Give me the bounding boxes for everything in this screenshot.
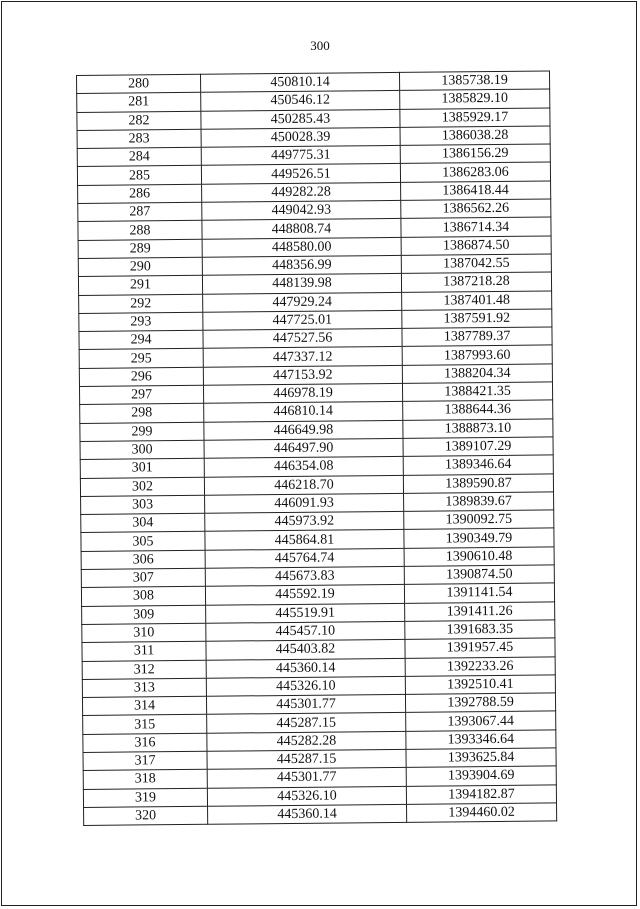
x-coordinate-cell: 449775.31 <box>201 146 400 166</box>
y-coordinate-cell: 1387042.55 <box>401 254 551 274</box>
y-coordinate-cell: 1387789.37 <box>402 327 552 347</box>
coordinate-table-wrap <box>76 70 553 826</box>
y-coordinate-cell: 1391141.54 <box>404 583 554 603</box>
point-number-cell: 311 <box>82 641 206 660</box>
page-number: 300 <box>310 38 330 53</box>
y-coordinate-cell: 1385738.19 <box>399 71 549 91</box>
point-number-cell: 301 <box>80 459 204 478</box>
point-number-cell: 310 <box>82 623 206 642</box>
x-coordinate-cell: 446810.14 <box>204 402 403 422</box>
y-coordinate-cell: 1389839.67 <box>404 492 554 512</box>
y-coordinate-cell: 1386156.29 <box>400 144 550 164</box>
point-number-cell: 298 <box>80 404 204 423</box>
x-coordinate-cell: 445301.77 <box>206 694 405 714</box>
x-coordinate-cell: 446354.08 <box>204 457 403 477</box>
point-number-cell: 319 <box>83 788 207 807</box>
x-coordinate-cell: 446649.98 <box>204 420 403 440</box>
point-number-cell: 306 <box>81 550 205 569</box>
point-number-cell: 312 <box>82 660 206 679</box>
x-coordinate-cell: 445457.10 <box>206 621 405 641</box>
point-number-cell: 305 <box>81 532 205 551</box>
point-number-cell: 303 <box>81 495 205 514</box>
x-coordinate-cell: 445326.10 <box>207 786 406 806</box>
x-coordinate-cell: 450546.12 <box>201 91 400 111</box>
y-coordinate-cell: 1388421.35 <box>402 382 552 402</box>
y-coordinate-cell: 1386038.28 <box>400 126 550 146</box>
y-coordinate-cell: 1386874.50 <box>401 236 551 256</box>
point-number-cell: 289 <box>78 239 202 258</box>
x-coordinate-cell: 447153.92 <box>203 365 402 385</box>
point-number-cell: 295 <box>79 349 203 368</box>
point-number-cell: 299 <box>80 422 204 441</box>
x-coordinate-cell: 448580.00 <box>202 237 401 257</box>
point-number-cell: 296 <box>79 367 203 386</box>
x-coordinate-cell: 448139.98 <box>202 274 401 294</box>
y-coordinate-cell: 1394460.02 <box>407 803 557 823</box>
y-coordinate-cell: 1385829.10 <box>400 89 550 109</box>
y-coordinate-cell: 1388644.36 <box>403 400 553 420</box>
point-number-cell: 317 <box>83 751 207 770</box>
y-coordinate-cell: 1389107.29 <box>403 437 553 457</box>
y-coordinate-cell: 1391957.45 <box>405 638 555 658</box>
point-number-cell: 287 <box>78 202 202 221</box>
x-coordinate-cell: 445287.15 <box>207 713 406 733</box>
coordinate-table <box>76 70 557 826</box>
y-coordinate-cell: 1389590.87 <box>403 473 553 493</box>
x-coordinate-cell: 445360.14 <box>206 658 405 678</box>
point-number-cell: 290 <box>78 257 202 276</box>
point-number-cell: 320 <box>84 806 208 825</box>
point-number-cell: 288 <box>78 221 202 240</box>
y-coordinate-cell: 1387218.28 <box>401 272 551 292</box>
point-number-cell: 292 <box>79 294 203 313</box>
point-number-cell: 297 <box>79 385 203 404</box>
x-coordinate-cell: 446978.19 <box>203 383 402 403</box>
point-number-cell: 284 <box>77 147 201 166</box>
x-coordinate-cell: 446091.93 <box>205 493 404 513</box>
x-coordinate-cell: 447527.56 <box>203 329 402 349</box>
y-coordinate-cell: 1388204.34 <box>402 364 552 384</box>
y-coordinate-cell: 1394182.87 <box>406 785 556 805</box>
point-number-cell: 282 <box>77 111 201 130</box>
point-number-cell: 286 <box>78 184 202 203</box>
x-coordinate-cell: 445764.74 <box>205 548 404 568</box>
x-coordinate-cell: 445592.19 <box>205 585 404 605</box>
point-number-cell: 291 <box>78 276 202 295</box>
point-number-cell: 315 <box>83 715 207 734</box>
x-coordinate-cell: 446218.70 <box>204 475 403 495</box>
point-number-cell: 294 <box>79 330 203 349</box>
x-coordinate-cell: 450810.14 <box>200 72 399 92</box>
point-number-cell: 314 <box>82 696 206 715</box>
coordinate-table-body <box>77 71 557 826</box>
point-number-cell: 316 <box>83 733 207 752</box>
table-row <box>84 803 557 826</box>
x-coordinate-cell: 445326.10 <box>206 676 405 696</box>
y-coordinate-cell: 1390349.79 <box>404 528 554 548</box>
x-coordinate-cell: 445673.83 <box>205 566 404 586</box>
x-coordinate-cell: 447725.01 <box>203 310 402 330</box>
y-coordinate-cell: 1385929.17 <box>400 108 550 128</box>
point-number-cell: 313 <box>82 678 206 697</box>
x-coordinate-cell: 445282.28 <box>207 731 406 751</box>
y-coordinate-cell: 1392510.41 <box>405 675 555 695</box>
point-number-cell: 283 <box>77 129 201 148</box>
x-coordinate-cell: 449282.28 <box>202 182 401 202</box>
point-number-cell: 307 <box>81 568 205 587</box>
x-coordinate-cell: 445287.15 <box>207 749 406 769</box>
y-coordinate-cell: 1386418.44 <box>401 181 551 201</box>
point-number-cell: 300 <box>80 440 204 459</box>
x-coordinate-cell: 449042.93 <box>202 200 401 220</box>
x-coordinate-cell: 445519.91 <box>206 603 405 623</box>
y-coordinate-cell: 1390610.48 <box>404 547 554 567</box>
x-coordinate-cell: 449526.51 <box>201 164 400 184</box>
point-number-cell: 281 <box>77 93 201 112</box>
point-number-cell: 308 <box>81 587 205 606</box>
x-coordinate-cell: 445360.14 <box>208 804 407 824</box>
y-coordinate-cell: 1387993.60 <box>402 345 552 365</box>
y-coordinate-cell: 1391683.35 <box>405 620 555 640</box>
x-coordinate-cell: 445301.77 <box>207 768 406 788</box>
x-coordinate-cell: 445403.82 <box>206 640 405 660</box>
x-coordinate-cell: 445973.92 <box>205 511 404 531</box>
y-coordinate-cell: 1393346.64 <box>406 730 556 750</box>
y-coordinate-cell: 1386562.26 <box>401 199 551 219</box>
y-coordinate-cell: 1390874.50 <box>404 565 554 585</box>
x-coordinate-cell: 446497.90 <box>204 438 403 458</box>
point-number-cell: 293 <box>79 312 203 331</box>
y-coordinate-cell: 1391411.26 <box>405 602 555 622</box>
x-coordinate-cell: 450028.39 <box>201 127 400 147</box>
y-coordinate-cell: 1390092.75 <box>404 510 554 530</box>
point-number-cell: 280 <box>77 74 201 93</box>
point-number-cell: 302 <box>80 477 204 496</box>
y-coordinate-cell: 1393067.44 <box>406 711 556 731</box>
x-coordinate-cell: 448808.74 <box>202 219 401 239</box>
y-coordinate-cell: 1392788.59 <box>405 693 555 713</box>
y-coordinate-cell: 1386283.06 <box>400 162 550 182</box>
y-coordinate-cell: 1393904.69 <box>406 766 556 786</box>
y-coordinate-cell: 1392233.26 <box>405 656 555 676</box>
x-coordinate-cell: 445864.81 <box>205 530 404 550</box>
y-coordinate-cell: 1387401.48 <box>402 291 552 311</box>
y-coordinate-cell: 1386714.34 <box>401 217 551 237</box>
y-coordinate-cell: 1387591.92 <box>402 309 552 329</box>
x-coordinate-cell: 450285.43 <box>201 109 400 129</box>
y-coordinate-cell: 1389346.64 <box>403 455 553 475</box>
y-coordinate-cell: 1393625.84 <box>406 748 556 768</box>
x-coordinate-cell: 447337.12 <box>203 347 402 367</box>
x-coordinate-cell: 448356.99 <box>202 255 401 275</box>
point-number-cell: 285 <box>77 166 201 185</box>
x-coordinate-cell: 447929.24 <box>203 292 402 312</box>
point-number-cell: 309 <box>82 605 206 624</box>
point-number-cell: 304 <box>81 513 205 532</box>
y-coordinate-cell: 1388873.10 <box>403 419 553 439</box>
point-number-cell: 318 <box>83 770 207 789</box>
